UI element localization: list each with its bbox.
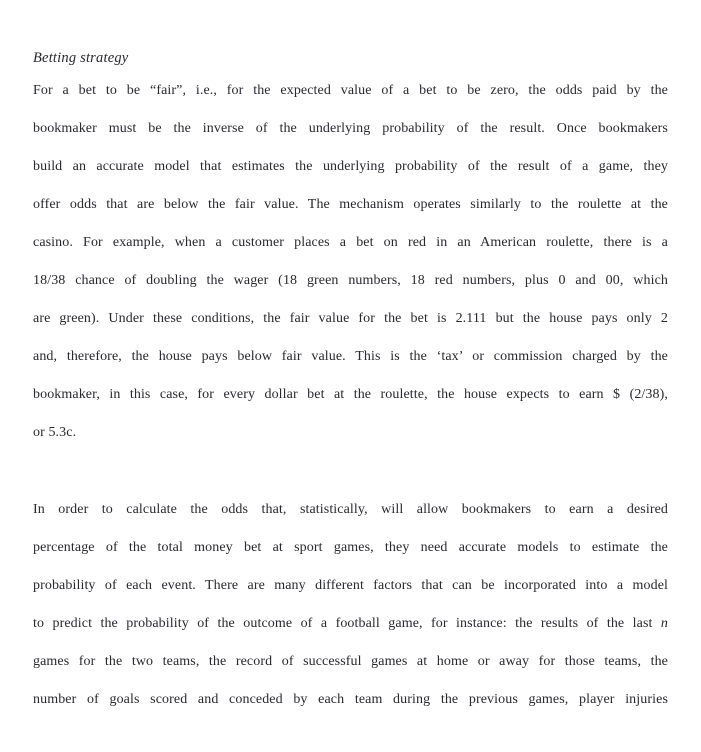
text-line: are green). Under these conditions, the fair value for the bet is 2.111 but the house pays only 2 [33, 311, 668, 326]
text-run: to predict the probability of the outcome of a football game, for instance: the results of the last [33, 616, 661, 631]
paragraph-1 [33, 72, 668, 452]
paragraph-2 [33, 491, 668, 719]
text-run: n [660, 616, 668, 631]
text-line: games for the two teams, the record of successful games at home or away for those teams, the [33, 654, 668, 669]
text-line [33, 605, 668, 643]
text-line: In order to calculate the odds that, statistically, will allow bookmakers to earn a desired [33, 502, 668, 517]
text-line: and, therefore, the house pays below fair value. This is the ‘tax’ or commission charged by the [33, 349, 668, 364]
text-line: build an accurate model that estimates the underlying probability of the result of a game, they [33, 159, 668, 174]
text-line: For a bet to be “fair”, i.e., for the expected value of a bet to be zero, the odds paid by the [33, 83, 668, 98]
section-heading: Betting strategy [33, 50, 129, 66]
text-line: offer odds that are below the fair value. The mechanism operates similarly to the roulette at the [33, 197, 668, 212]
text-line: casino. For example, when a customer places a bet on red in an American roulette, there is a [33, 235, 668, 250]
text-line: 18/38 chance of doubling the wager (18 green numbers, 18 red numbers, plus 0 and 00, which [33, 273, 668, 288]
text-line: bookmaker, in this case, for every dollar bet at the roulette, the house expects to earn $ (2/38), [33, 387, 668, 402]
text-line: probability of each event. There are many different factors that can be incorporated into a model [33, 578, 668, 593]
text-line: or 5.3c. [33, 425, 77, 440]
text-line: bookmaker must be the inverse of the underlying probability of the result. Once bookmakers [33, 121, 668, 136]
text-line: number of goals scored and conceded by each team during the previous games, player injuries [33, 692, 668, 707]
text-line: percentage of the total money bet at sport games, they need accurate models to estimate the [33, 540, 668, 555]
